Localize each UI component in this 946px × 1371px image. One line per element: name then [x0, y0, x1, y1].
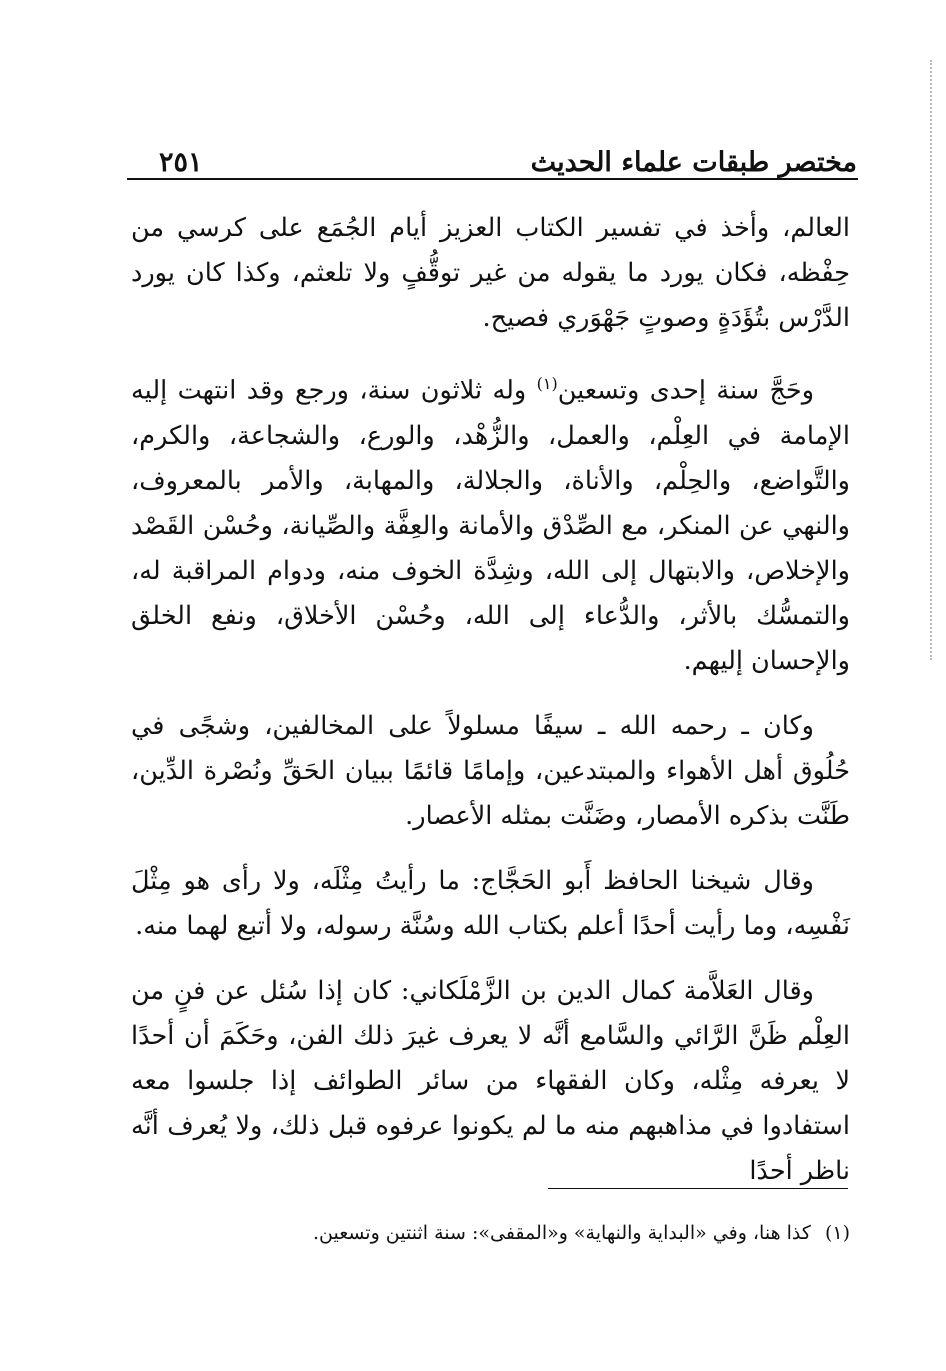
paragraph [131, 361, 850, 684]
footnote-number: (١) [824, 1222, 850, 1244]
footnote [131, 1218, 850, 1248]
running-header [127, 138, 857, 178]
footnote-rule [548, 1188, 848, 1189]
paragraph: وقال شيخنا الحافظ أَبو الحَجَّاج: ما رأيتُ مِثْلَه، ولا رأى هو مِثْلَ نَفْسِه، وما رأيت أحدًا أعلم بكتاب الله وسُنَّة رسوله، ولا أتبع لهما منه. [131, 865, 850, 941]
paragraph: وقال العَلاَّمة كمال الدين بن الزَّمْلَكاني: كان إذا سُئل عن فنٍ من العِلْم ظَنَّ الرَّائي والسَّامع أنَّه لا يعرف غيرَ ذلك الفن، وحَكَمَ أن أحدًا لا يعرفه مِثْله، وكان الفقهاء من سائر الطوائف إذا جلسوا معه استفادوا في مذاهبهم منه ما لم يكونوا عرفوه قبل ذلك، ولا يُعرف أنَّه ناظر أحدًا [131, 975, 850, 1186]
paragraph-start: وحَجَّ سنة إحدى وتسعين [557, 375, 815, 406]
paragraph-rest: وله ثلاثون سنة، ورجع وقد انتهت إليه الإمامة في العِلْم، والعمل، والزُّهْد، والورع، والشجاعة، والكرم، والتَّواضع، والحِلْم، والأناة، والجلالة، والمهابة، والأمر بالمعروف، والنهي عن المنكر، مع الصِّدْق والأمانة والعِفَّة والصِّيانة، وحُسْن القَصْد والإخلاص، والابتهال إلى الله، وشِدَّة الخوف منه، ودوام المراقبة له، والتمسُّك بالأثر، والدُّعاء إلى الله، وحُسْن الأخلاق، ونفع الخلق والإحسان إليهم. [131, 375, 850, 676]
header-rule [127, 178, 858, 180]
paragraph: وكان ـ رحمه الله ـ سيفًا مسلولاً على المخالفين، وشجًى في حُلُوق أهل الأهواء والمبتدعين، وإمامًا قائمًا ببيان الحَقِّ ونُصْرة الدِّين، طَنَّت بذكره الأمصار، وضَنَّت بمثله الأعصار. [131, 710, 850, 831]
page-edge-dots [928, 60, 932, 660]
header-title: مختصر طبقات علماء الحديث [530, 147, 857, 178]
footnote-text: كذا هنا، وفي «البداية والنهاية» و«المقفى»: سنة اثنتين وتسعين. [312, 1222, 811, 1244]
page-number: ٢٥١ [159, 147, 203, 178]
body-text [131, 206, 850, 1214]
paragraph: العالم، وأخذ في تفسير الكتاب العزيز أيام الجُمَع على كرسي من حِفْظه، فكان يورد ما يقوله من غير توقُّفٍ ولا تلعثم، وكذا كان يورد الدَّرْس بتُؤَدَةٍ وصوتٍ جَهْوَري فصيح. [131, 213, 850, 333]
footnote-marker: (١) [536, 374, 558, 393]
